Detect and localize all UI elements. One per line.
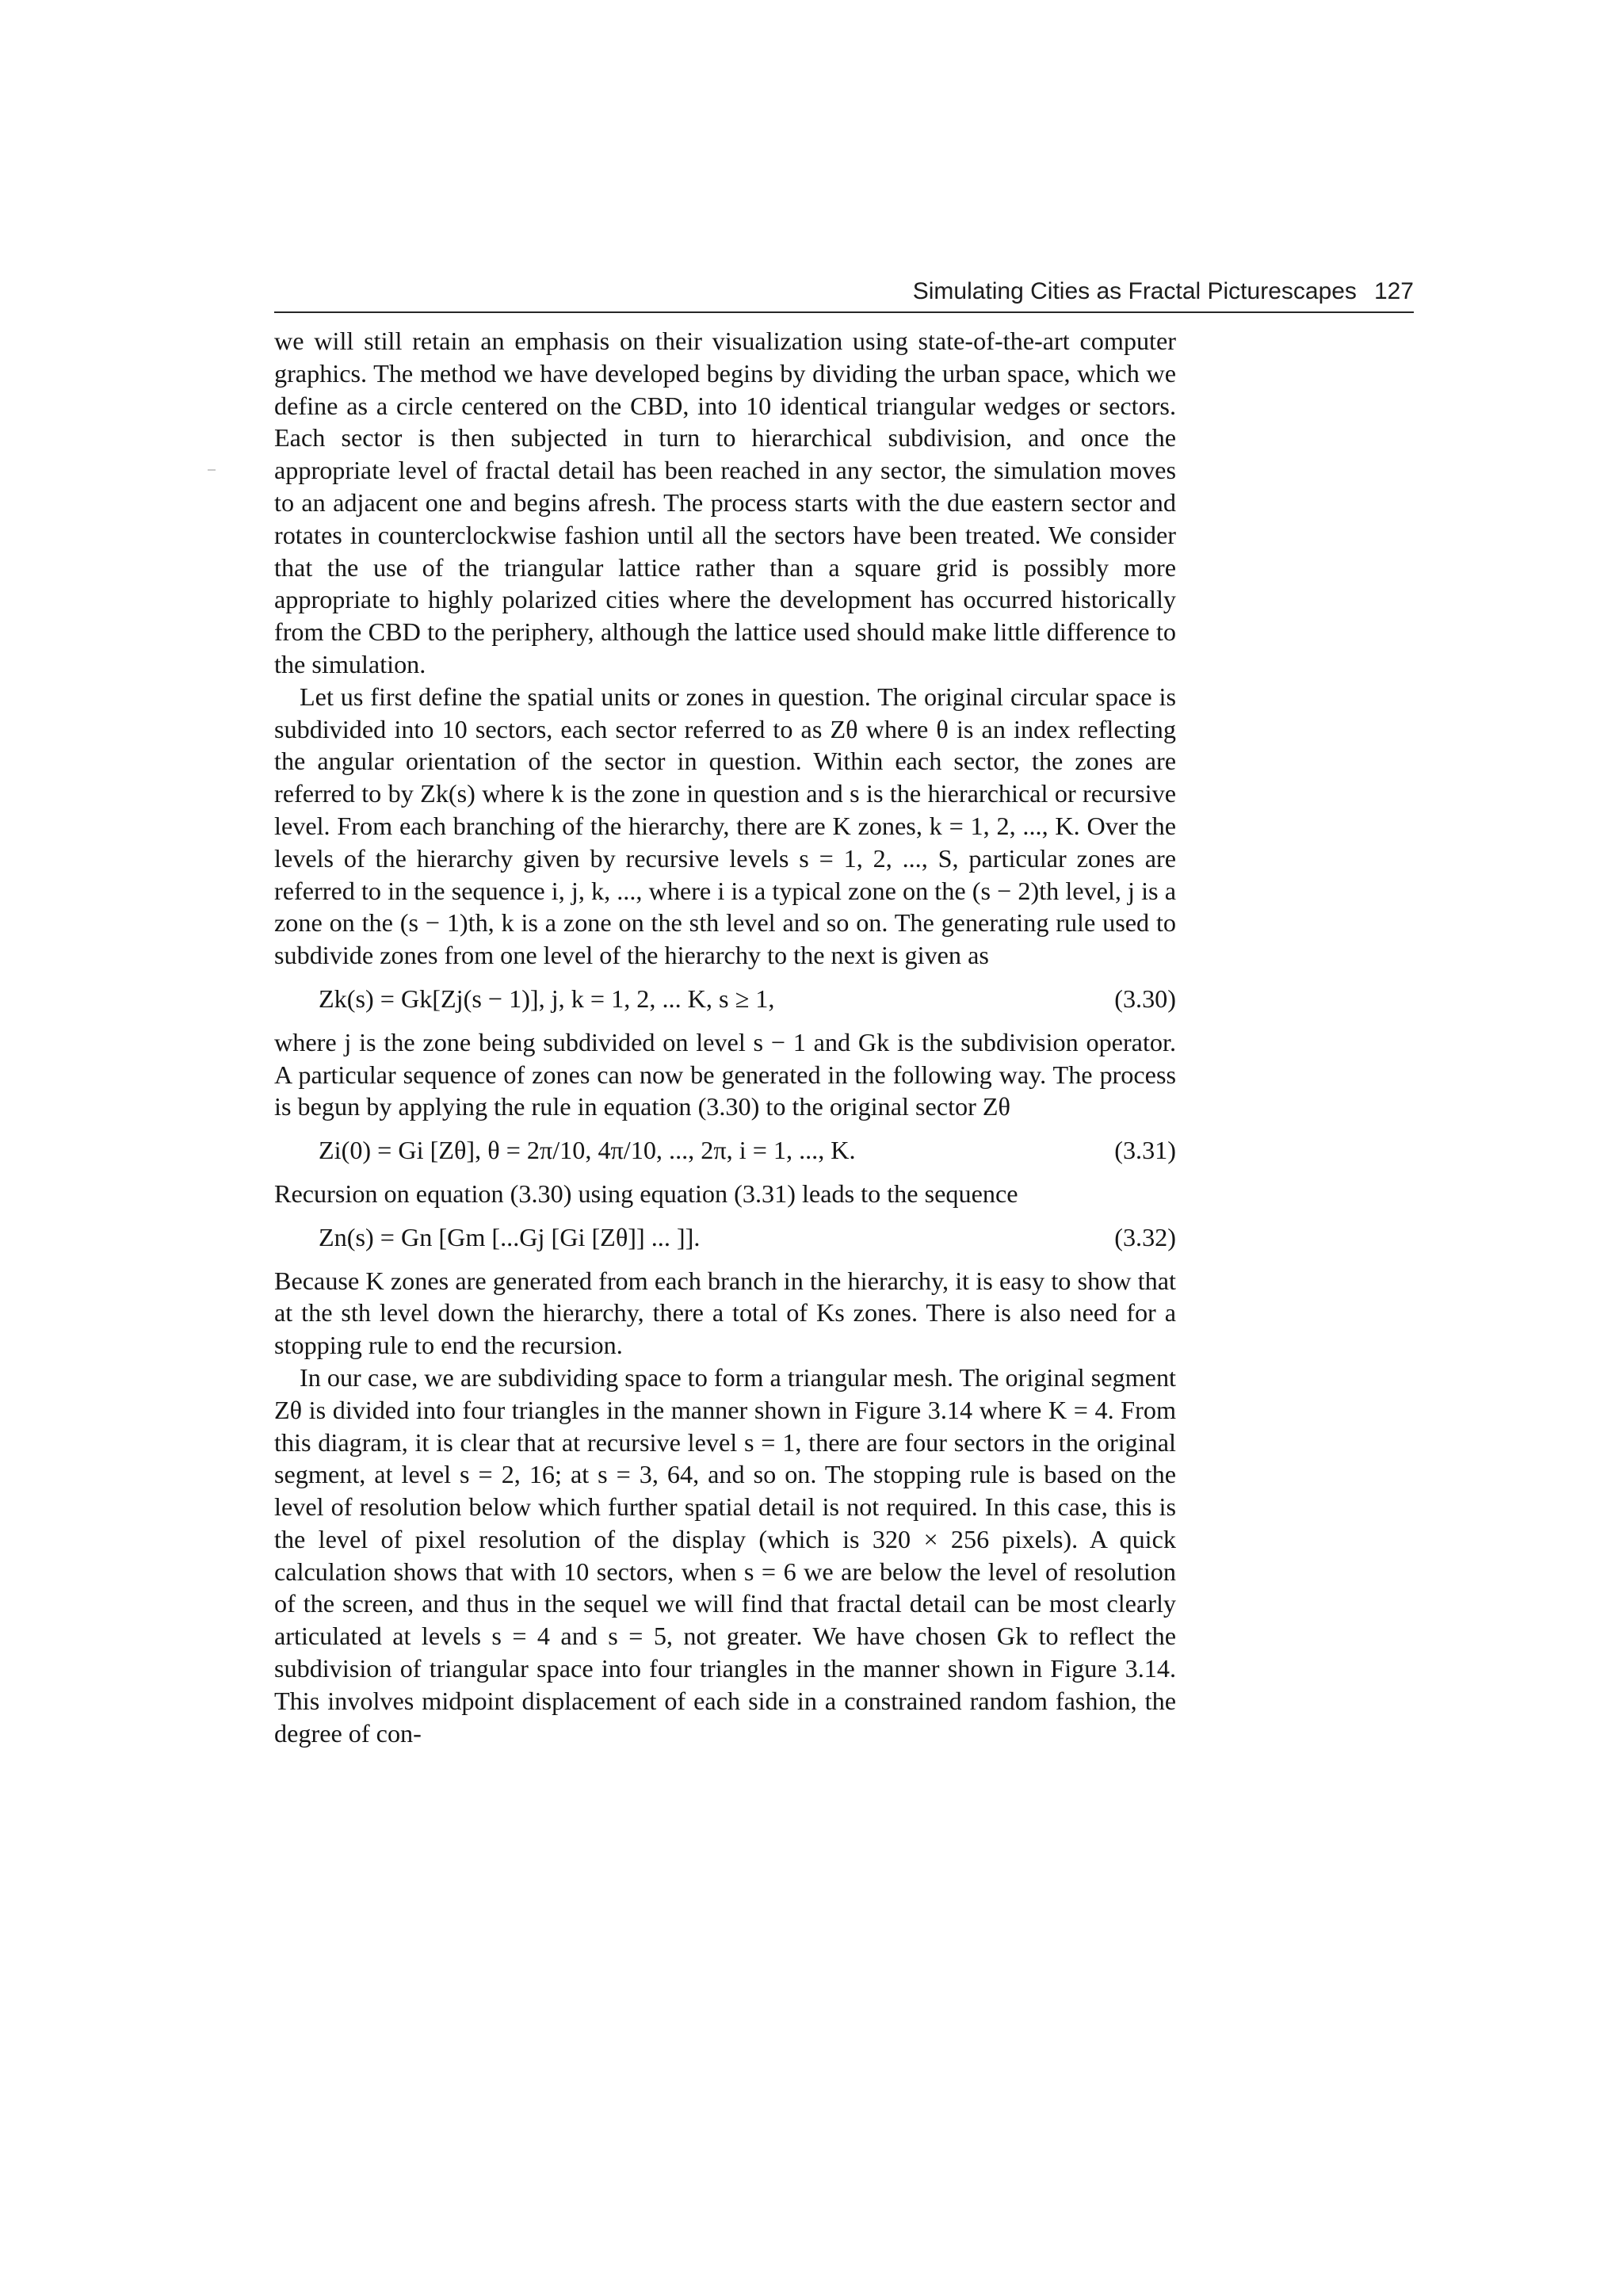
running-title: Simulating Cities as Fractal Picturescapes [912,278,1357,304]
paragraph-1: we will still retain an emphasis on their visualization using state-of-the-art computer graphics. The method we have developed begins by dividing the urban space, which we define as a circle centered on the CBD, into 10 identical triangular wedges or sectors. Each sector is then subjected in turn to hierarchical subdivision, and once the appropriate level of fractal detail has been reached in any sector, the simulation moves to an adjacent one and begins afresh. The process starts with the due eastern sector and rotates in counterclockwise fashion until all the sectors have been treated. We consider that the use of the triangular lattice rather than a square grid is possibly more appropriate to highly polarized cities where the development has occurred historically from the CBD to the periphery, although the lattice used should make little difference to the simulation. [274,327,1176,678]
equation-formula: Zn(s) = Gn [Gm [...Gj [Gi [Zθ]] ... ]]. [319,1222,701,1251]
page-number: 127 [1373,278,1414,304]
header-rule [274,311,1414,313]
equation-number: (3.32) [1114,1222,1176,1251]
paragraph-2: Let us first define the spatial units or zones in question. The original circular space is subdivided into 10 sectors, each sector referred to as Zθ where θ is an index reflecting the angular orientation of the sector in question. Within each sector, the zones are referred to by Zk(s) where k is the zone in question and s is the hierarchical or recursive level. From each branching of the hierarchy, there are K zones, k = 1, 2, ..., K. Over the levels of the hierarchy given by recursive levels s = 1, 2, ..., S, particular zones are referred to in the sequence i, j, k, ..., where i is a typical zone on the (s − 2)th level, j is a zone on the (s − 1)th, k is a zone on the sth level and so on. The generating rule used to subdivide zones from one level of the hierarchy to the next is given as [274,682,1176,970]
equation-number: (3.30) [1114,984,1176,1013]
margin-mark [208,469,216,471]
paragraph-6: In our case, we are subdividing space to form a triangular mesh. The original segment Zθ is divided into four triangles in the manner shown in Figure 3.14 where K = 4. From this diagram, it is clear that at recursive level s = 1, there are four sectors in the original segment, at level s = 2, 16; at s = 3, 64, and so on. The stopping rule is based on the level of resolution below which further spatial detail is not required. In this case, this is the level of pixel resolution of the display (which is 320 × 256 pixels). A quick calculation shows that with 10 sectors, when s = 6 we are below the level of resolution of the screen, and thus in the sequel we will find that fractal detail can be most clearly articulated at levels s = 4 and s = 5, not greater. We have chosen Gk to reflect the subdivision of triangular space into four triangles in the manner shown in Figure 3.14. This involves midpoint displacement of each side in a constrained random fashion, the degree of con- [274,1362,1176,1748]
body-text [274,325,1176,1749]
equation-3-31 [274,1134,1176,1167]
paragraph-4: Recursion on equation (3.30) using equation (3.31) leads to the sequence [274,1179,1018,1208]
paragraph-3: where j is the zone being subdivided on level s − 1 and Gk is the subdivision operator. A particular sequence of zones can now be generated in the following way. The process is begun by applying the rule in equation (3.30) to the original sector Zθ [274,1027,1176,1121]
equation-number: (3.31) [1114,1136,1176,1165]
equation-3-32 [274,1221,1176,1254]
equation-formula: Zk(s) = Gk[Zj(s − 1)], j, k = 1, 2, ... K, s ≥ 1, [319,984,775,1013]
paragraph-5: Because K zones are generated from each branch in the hierarchy, it is easy to show that at the sth level down the hierarchy, there a total of Ks zones. There is also need for a stopping rule to end the recursion. [274,1266,1176,1360]
running-head [274,273,1414,311]
equation-3-30 [274,983,1176,1015]
equation-formula: Zi(0) = Gi [Zθ], θ = 2π/10, 4π/10, ..., 2π, i = 1, ..., K. [319,1136,856,1165]
